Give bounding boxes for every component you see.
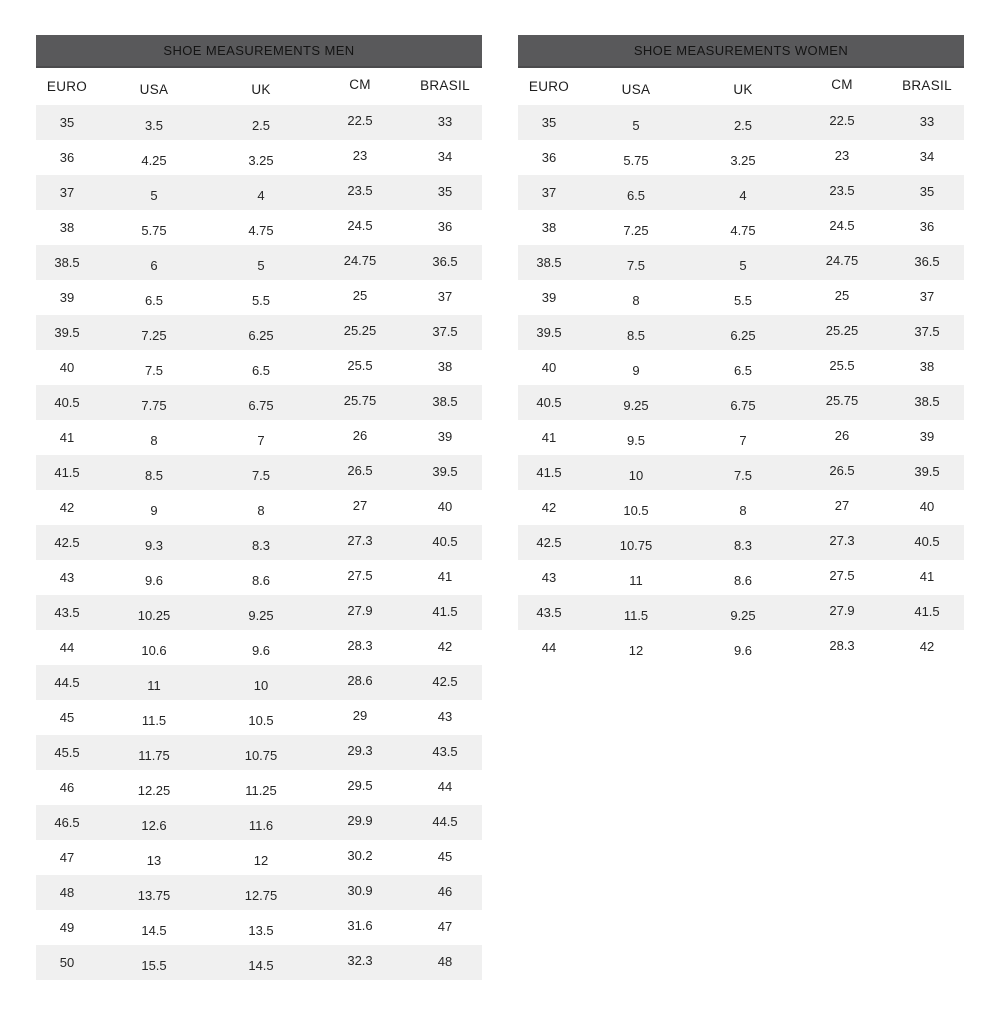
table-row <box>518 490 964 525</box>
table-cell: 44 <box>518 630 580 665</box>
table-cell: 46.5 <box>36 805 98 840</box>
table-cell: 42 <box>36 490 98 525</box>
table-row <box>36 560 482 595</box>
table-row <box>36 805 482 840</box>
table-cell: 3.5 <box>98 105 210 140</box>
table-cell: 10.6 <box>98 630 210 665</box>
table-cell: 43.5 <box>36 595 98 630</box>
table-cell: 10 <box>210 665 312 700</box>
women-table-body <box>518 105 964 665</box>
table-cell: 36.5 <box>408 245 482 280</box>
table-cell: 9.25 <box>580 385 692 420</box>
table-cell: 44 <box>36 630 98 665</box>
table-cell: 29 <box>312 700 408 735</box>
table-cell: 41 <box>408 560 482 595</box>
table-cell: 43 <box>36 560 98 595</box>
table-cell: 48 <box>36 875 98 910</box>
table-cell: 36.5 <box>890 245 964 280</box>
table-cell: 43.5 <box>408 735 482 770</box>
table-cell: 41.5 <box>518 455 580 490</box>
table-cell: 39.5 <box>518 315 580 350</box>
table-cell: 37 <box>36 175 98 210</box>
table-row <box>36 945 482 980</box>
table-cell: 8.3 <box>692 525 794 560</box>
table-cell: 41.5 <box>408 595 482 630</box>
table-cell: 42 <box>890 630 964 665</box>
table-cell: 6.75 <box>692 385 794 420</box>
women-table-title: SHOE MEASUREMENTS WOMEN <box>518 35 964 68</box>
table-cell: 45 <box>36 700 98 735</box>
table-cell: 38.5 <box>408 385 482 420</box>
table-cell: 11 <box>580 560 692 595</box>
table-cell: 11.25 <box>210 770 312 805</box>
table-cell: 40 <box>408 490 482 525</box>
table-cell: 37.5 <box>890 315 964 350</box>
table-row <box>518 525 964 560</box>
table-cell: 46 <box>408 875 482 910</box>
table-cell: 5.5 <box>210 280 312 315</box>
table-cell: 39 <box>518 280 580 315</box>
table-cell: 4.75 <box>210 210 312 245</box>
table-cell: 4 <box>210 175 312 210</box>
table-cell: 15.5 <box>98 945 210 980</box>
table-cell: 35 <box>36 105 98 140</box>
table-row <box>518 140 964 175</box>
column-header-uk: UK <box>692 68 794 105</box>
table-cell: 29.9 <box>312 805 408 840</box>
women-size-table <box>518 35 964 665</box>
table-cell: 4.25 <box>98 140 210 175</box>
table-cell: 26 <box>794 420 890 455</box>
table-cell: 9.5 <box>580 420 692 455</box>
table-cell: 42.5 <box>36 525 98 560</box>
table-row <box>36 595 482 630</box>
table-cell: 11.5 <box>580 595 692 630</box>
men-table-title: SHOE MEASUREMENTS MEN <box>36 35 482 68</box>
table-cell: 26.5 <box>794 455 890 490</box>
table-row <box>518 350 964 385</box>
table-cell: 10.5 <box>580 490 692 525</box>
table-cell: 38 <box>890 350 964 385</box>
table-cell: 42.5 <box>408 665 482 700</box>
table-cell: 8.6 <box>692 560 794 595</box>
table-cell: 8.5 <box>580 315 692 350</box>
table-cell: 10.5 <box>210 700 312 735</box>
table-cell: 31.6 <box>312 910 408 945</box>
table-cell: 38.5 <box>36 245 98 280</box>
column-header-cm: CM <box>312 68 408 105</box>
table-cell: 37 <box>518 175 580 210</box>
table-cell: 37.5 <box>408 315 482 350</box>
table-row <box>36 455 482 490</box>
table-cell: 6.5 <box>580 175 692 210</box>
table-cell: 7.5 <box>98 350 210 385</box>
table-cell: 42 <box>518 490 580 525</box>
table-cell: 25.75 <box>794 385 890 420</box>
table-cell: 6 <box>98 245 210 280</box>
table-cell: 37 <box>408 280 482 315</box>
table-cell: 27.5 <box>312 560 408 595</box>
table-cell: 8.6 <box>210 560 312 595</box>
table-row <box>518 280 964 315</box>
table-cell: 41.5 <box>890 595 964 630</box>
table-cell: 37 <box>890 280 964 315</box>
table-row <box>36 840 482 875</box>
table-cell: 29.5 <box>312 770 408 805</box>
column-header-cm: CM <box>794 68 890 105</box>
table-row <box>36 630 482 665</box>
table-cell: 44 <box>408 770 482 805</box>
table-cell: 30.2 <box>312 840 408 875</box>
table-cell: 5 <box>580 105 692 140</box>
table-cell: 23 <box>312 140 408 175</box>
men-table <box>36 68 482 980</box>
table-cell: 7.25 <box>98 315 210 350</box>
table-cell: 24.5 <box>794 210 890 245</box>
table-cell: 11 <box>98 665 210 700</box>
table-cell: 43.5 <box>518 595 580 630</box>
table-row <box>36 105 482 140</box>
table-cell: 10 <box>580 455 692 490</box>
table-cell: 39 <box>36 280 98 315</box>
table-cell: 40.5 <box>518 385 580 420</box>
table-cell: 6.75 <box>210 385 312 420</box>
table-row <box>36 770 482 805</box>
table-cell: 26.5 <box>312 455 408 490</box>
table-cell: 41 <box>36 420 98 455</box>
table-cell: 9 <box>580 350 692 385</box>
table-cell: 40 <box>518 350 580 385</box>
table-cell: 9 <box>98 490 210 525</box>
table-row <box>518 560 964 595</box>
table-cell: 25.5 <box>794 350 890 385</box>
table-cell: 2.5 <box>210 105 312 140</box>
table-cell: 27 <box>312 490 408 525</box>
table-cell: 44.5 <box>408 805 482 840</box>
table-cell: 25 <box>312 280 408 315</box>
table-cell: 5.5 <box>692 280 794 315</box>
table-cell: 33 <box>890 105 964 140</box>
table-cell: 5 <box>98 175 210 210</box>
table-row <box>518 105 964 140</box>
column-header-uk: UK <box>210 68 312 105</box>
table-cell: 6.5 <box>692 350 794 385</box>
table-cell: 25.5 <box>312 350 408 385</box>
table-cell: 11.6 <box>210 805 312 840</box>
table-cell: 47 <box>408 910 482 945</box>
table-cell: 10.75 <box>580 525 692 560</box>
table-cell: 36 <box>36 140 98 175</box>
table-cell: 11.5 <box>98 700 210 735</box>
table-row <box>36 420 482 455</box>
table-cell: 27.3 <box>312 525 408 560</box>
table-cell: 8 <box>692 490 794 525</box>
table-cell: 12 <box>580 630 692 665</box>
table-row <box>36 245 482 280</box>
table-row <box>36 490 482 525</box>
table-row <box>36 525 482 560</box>
column-header-brasil: BRASIL <box>890 68 964 105</box>
table-cell: 9.25 <box>210 595 312 630</box>
table-row <box>518 245 964 280</box>
table-cell: 25.25 <box>312 315 408 350</box>
table-cell: 24.75 <box>312 245 408 280</box>
table-row <box>36 175 482 210</box>
column-header-brasil: BRASIL <box>408 68 482 105</box>
table-cell: 44.5 <box>36 665 98 700</box>
table-cell: 7.25 <box>580 210 692 245</box>
table-cell: 10.25 <box>98 595 210 630</box>
table-cell: 2.5 <box>692 105 794 140</box>
table-cell: 36 <box>408 210 482 245</box>
table-cell: 3.25 <box>692 140 794 175</box>
table-cell: 38.5 <box>518 245 580 280</box>
table-cell: 10.75 <box>210 735 312 770</box>
table-cell: 13.75 <box>98 875 210 910</box>
table-cell: 42.5 <box>518 525 580 560</box>
table-cell: 26 <box>312 420 408 455</box>
table-row <box>518 455 964 490</box>
table-cell: 13.5 <box>210 910 312 945</box>
table-cell: 38 <box>518 210 580 245</box>
table-row <box>518 595 964 630</box>
table-cell: 7 <box>692 420 794 455</box>
table-cell: 40 <box>36 350 98 385</box>
table-cell: 45 <box>408 840 482 875</box>
table-cell: 9.25 <box>692 595 794 630</box>
table-cell: 39.5 <box>890 455 964 490</box>
table-row <box>36 385 482 420</box>
table-cell: 41 <box>890 560 964 595</box>
table-row <box>36 875 482 910</box>
table-cell: 35 <box>518 105 580 140</box>
table-cell: 32.3 <box>312 945 408 980</box>
table-cell: 27 <box>794 490 890 525</box>
table-cell: 12.25 <box>98 770 210 805</box>
men-header-row <box>36 68 482 105</box>
table-cell: 39 <box>408 420 482 455</box>
table-cell: 25 <box>794 280 890 315</box>
table-cell: 25.75 <box>312 385 408 420</box>
table-cell: 38.5 <box>890 385 964 420</box>
table-cell: 35 <box>408 175 482 210</box>
table-cell: 8 <box>98 420 210 455</box>
table-cell: 41 <box>518 420 580 455</box>
table-cell: 47 <box>36 840 98 875</box>
table-row <box>518 630 964 665</box>
table-cell: 6.5 <box>210 350 312 385</box>
table-cell: 9.6 <box>98 560 210 595</box>
table-cell: 23.5 <box>312 175 408 210</box>
table-cell: 22.5 <box>794 105 890 140</box>
table-cell: 45.5 <box>36 735 98 770</box>
table-cell: 9.6 <box>692 630 794 665</box>
column-header-euro: EURO <box>36 68 98 105</box>
men-table-body <box>36 105 482 980</box>
table-cell: 27.3 <box>794 525 890 560</box>
table-cell: 36 <box>890 210 964 245</box>
table-cell: 7.5 <box>580 245 692 280</box>
table-cell: 14.5 <box>98 910 210 945</box>
table-row <box>36 350 482 385</box>
table-cell: 7.5 <box>210 455 312 490</box>
table-cell: 23.5 <box>794 175 890 210</box>
table-cell: 28.3 <box>312 630 408 665</box>
table-row <box>36 665 482 700</box>
table-cell: 9.3 <box>98 525 210 560</box>
table-cell: 30.9 <box>312 875 408 910</box>
table-cell: 50 <box>36 945 98 980</box>
table-row <box>36 210 482 245</box>
table-cell: 25.25 <box>794 315 890 350</box>
table-cell: 28.6 <box>312 665 408 700</box>
table-cell: 40.5 <box>408 525 482 560</box>
table-cell: 5.75 <box>580 140 692 175</box>
table-cell: 6.25 <box>210 315 312 350</box>
column-header-euro: EURO <box>518 68 580 105</box>
table-row <box>36 280 482 315</box>
table-cell: 6.5 <box>98 280 210 315</box>
table-cell: 27.9 <box>312 595 408 630</box>
women-table <box>518 68 964 665</box>
table-row <box>518 175 964 210</box>
table-cell: 14.5 <box>210 945 312 980</box>
table-cell: 23 <box>794 140 890 175</box>
table-cell: 7.5 <box>692 455 794 490</box>
table-cell: 40.5 <box>890 525 964 560</box>
table-cell: 4 <box>692 175 794 210</box>
table-cell: 33 <box>408 105 482 140</box>
table-cell: 41.5 <box>36 455 98 490</box>
table-cell: 40 <box>890 490 964 525</box>
table-cell: 12.6 <box>98 805 210 840</box>
table-row <box>36 735 482 770</box>
table-row <box>518 315 964 350</box>
table-cell: 48 <box>408 945 482 980</box>
table-cell: 40.5 <box>36 385 98 420</box>
table-cell: 6.25 <box>692 315 794 350</box>
table-cell: 39 <box>890 420 964 455</box>
table-row <box>518 210 964 245</box>
table-cell: 8.3 <box>210 525 312 560</box>
table-cell: 36 <box>518 140 580 175</box>
table-cell: 34 <box>408 140 482 175</box>
table-row <box>36 140 482 175</box>
table-cell: 9.6 <box>210 630 312 665</box>
table-cell: 7.75 <box>98 385 210 420</box>
table-cell: 49 <box>36 910 98 945</box>
table-cell: 43 <box>518 560 580 595</box>
table-cell: 22.5 <box>312 105 408 140</box>
table-cell: 39.5 <box>408 455 482 490</box>
table-cell: 5 <box>692 245 794 280</box>
table-cell: 24.5 <box>312 210 408 245</box>
table-row <box>36 910 482 945</box>
table-cell: 13 <box>98 840 210 875</box>
table-row <box>36 315 482 350</box>
table-cell: 3.25 <box>210 140 312 175</box>
table-cell: 8 <box>210 490 312 525</box>
table-cell: 38 <box>408 350 482 385</box>
table-cell: 12.75 <box>210 875 312 910</box>
table-cell: 11.75 <box>98 735 210 770</box>
table-cell: 39.5 <box>36 315 98 350</box>
table-cell: 34 <box>890 140 964 175</box>
table-cell: 8 <box>580 280 692 315</box>
table-cell: 8.5 <box>98 455 210 490</box>
table-cell: 5.75 <box>98 210 210 245</box>
table-cell: 4.75 <box>692 210 794 245</box>
women-header-row <box>518 68 964 105</box>
table-row <box>518 420 964 455</box>
table-row <box>36 700 482 735</box>
table-cell: 12 <box>210 840 312 875</box>
table-cell: 38 <box>36 210 98 245</box>
column-header-usa: USA <box>580 68 692 105</box>
table-cell: 27.5 <box>794 560 890 595</box>
table-cell: 5 <box>210 245 312 280</box>
table-cell: 7 <box>210 420 312 455</box>
table-cell: 43 <box>408 700 482 735</box>
column-header-usa: USA <box>98 68 210 105</box>
table-cell: 27.9 <box>794 595 890 630</box>
men-size-table <box>36 35 482 980</box>
table-cell: 35 <box>890 175 964 210</box>
table-row <box>518 385 964 420</box>
table-cell: 24.75 <box>794 245 890 280</box>
table-cell: 42 <box>408 630 482 665</box>
table-cell: 46 <box>36 770 98 805</box>
table-cell: 28.3 <box>794 630 890 665</box>
table-cell: 29.3 <box>312 735 408 770</box>
